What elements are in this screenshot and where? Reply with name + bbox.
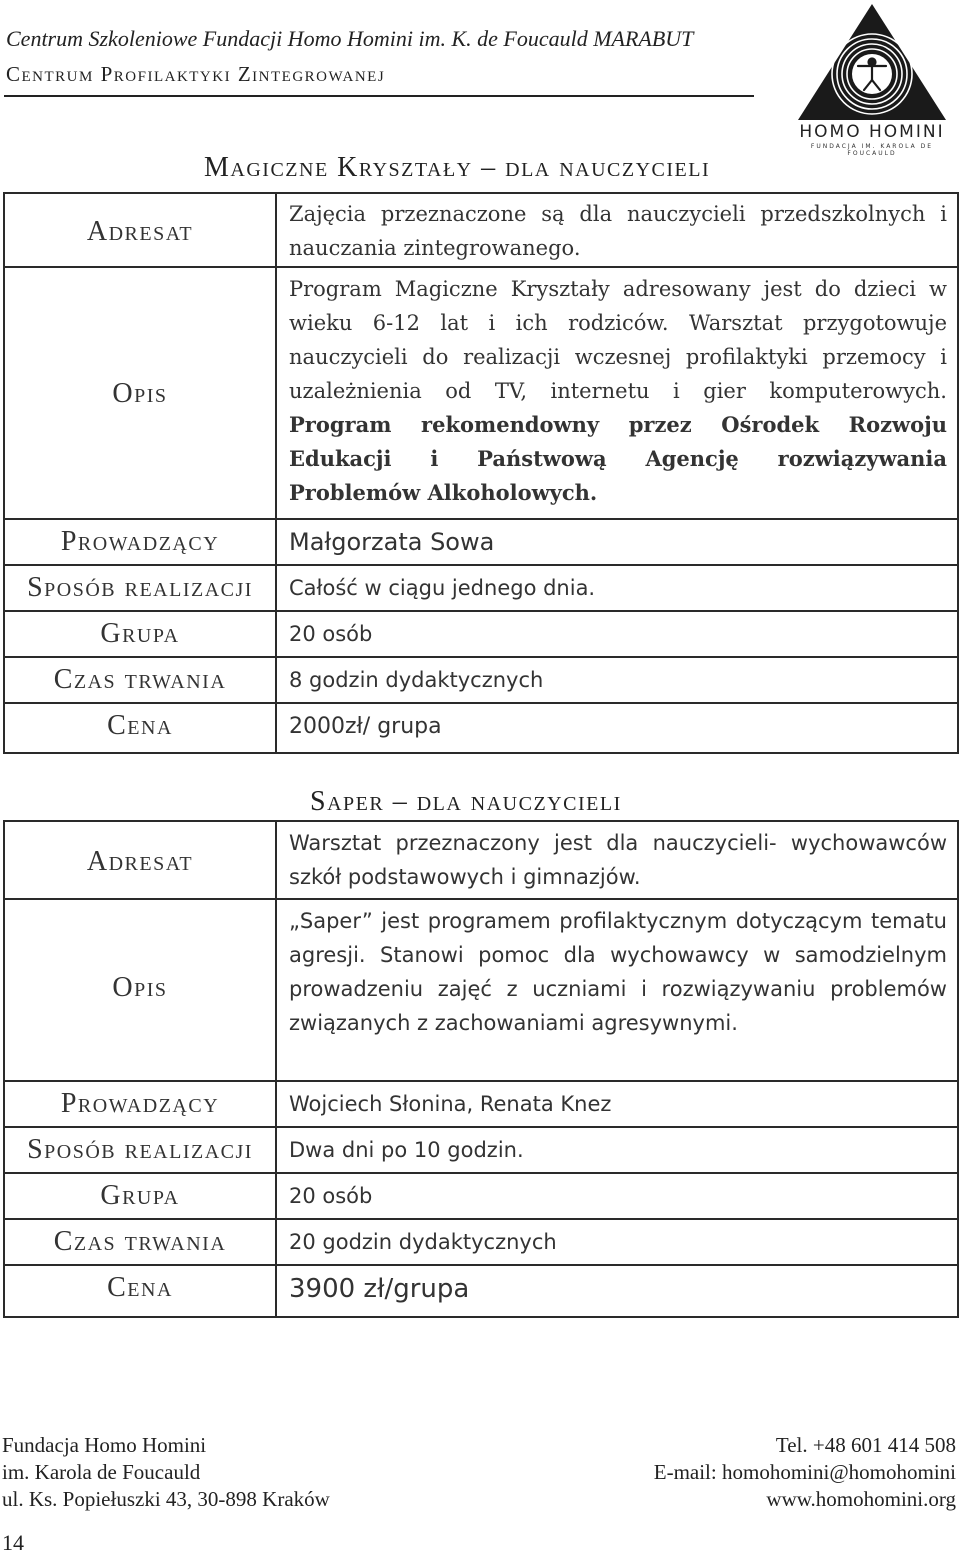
- section2-title: Saper – dla nauczycieli: [310, 786, 622, 817]
- czas-label: Czas trwania: [53, 664, 227, 695]
- footer-email: E-mail: homohomini@homohomini: [653, 1460, 956, 1484]
- prowadzacy-label: Prowadzący: [60, 526, 220, 557]
- opis-label: Opis: [112, 972, 168, 1003]
- table-row: [4, 611, 958, 657]
- cena-label: Cena: [107, 710, 173, 741]
- logo-subtitle: FUNDACJA IM. KAROLA DE FOUCAULD: [810, 143, 934, 157]
- cena-value: 2000zł/ grupa: [289, 714, 442, 739]
- table-row: [4, 657, 958, 703]
- table-row: [4, 267, 958, 519]
- section1-title: Magiczne Kryształy – dla nauczycieli: [204, 152, 711, 183]
- adresat-label: Adresat: [86, 216, 194, 247]
- grupa-label: Grupa: [100, 1180, 180, 1211]
- czas-value: 8 godzin dydaktycznych: [289, 668, 544, 692]
- sposob-value: Całość w ciągu jednego dnia.: [289, 576, 596, 600]
- sposob-label: Sposób realizacji: [27, 1134, 253, 1165]
- footer-phone: Tel. +48 601 414 508: [775, 1433, 956, 1457]
- footer-address: [2, 1432, 330, 1513]
- footer-org-patron: im. Karola de Foucauld: [2, 1460, 201, 1484]
- opis-text: [277, 272, 957, 510]
- table-row: [4, 565, 958, 611]
- table-row: [4, 821, 958, 899]
- section2-table: [3, 820, 959, 1318]
- header-rule: [4, 95, 754, 97]
- grupa-value: 20 osób: [289, 1184, 373, 1208]
- table-row: [4, 899, 958, 1081]
- opis-value: „Saper” jest programem profilaktycznym dotyczącym tematu agresji. Stanowi pomoc dla wychowawcy w samodzielnym prowadzeniu zajęć z uczniami i rozwiązywaniu problemów związanych z zachowaniami agresywnymi.: [289, 909, 947, 1035]
- header-center-name: Centrum Szkoleniowe Fundacji Homo Homini im. K. de Foucauld MARABUT: [6, 26, 694, 51]
- table-row: [4, 193, 958, 267]
- czas-value: 20 godzin dydaktycznych: [289, 1230, 557, 1254]
- grupa-label: Grupa: [100, 618, 180, 649]
- logo-title: HOMO HOMINI: [799, 122, 945, 142]
- czas-label: Czas trwania: [53, 1226, 227, 1257]
- adresat-value: Warsztat przeznaczony jest dla nauczycieli- wychowawców szkół podstawowych i gimnazjów.: [289, 831, 947, 889]
- footer-website: www.homohomini.org: [766, 1487, 956, 1511]
- footer-org-name: Fundacja Homo Homini: [2, 1433, 207, 1457]
- page-number: 14: [2, 1530, 24, 1555]
- opis-value: Program Magiczne Kryształy adresowany jest do dzieci w wieku 6-12 lat i ich rodziców. Warsztat przygotowuje nauczycieli do realizacji wczesnej profilaktyki przemocy i uzależnienia od TV, internetu i gier komputerowych.: [289, 277, 947, 403]
- prowadzacy-value: Wojciech Słonina, Renata Knez: [289, 1092, 612, 1116]
- opis-label: Opis: [112, 378, 168, 409]
- section1-table: [3, 192, 959, 754]
- opis-recommendation: Program rekomendowny przez Ośrodek Rozwoju Edukacji i Państwową Agencję rozwiązywania Problemów Alkoholowych.: [289, 412, 947, 505]
- footer-street: ul. Ks. Popiełuszki 43, 30-898 Kraków: [2, 1487, 330, 1511]
- sposob-label: Sposób realizacji: [27, 572, 253, 603]
- adresat-label: Adresat: [86, 846, 194, 877]
- table-row: [4, 519, 958, 565]
- cena-label: Cena: [107, 1272, 173, 1303]
- adresat-value: Zajęcia przeznaczone są dla nauczycieli przedszkolnych i nauczania zintegrowanego.: [289, 202, 947, 260]
- sposob-value: Dwa dni po 10 godzin.: [289, 1138, 524, 1162]
- grupa-value: 20 osób: [289, 622, 373, 646]
- table-row: [4, 1219, 958, 1265]
- prowadzacy-label: Prowadzący: [60, 1088, 220, 1119]
- table-row: [4, 1127, 958, 1173]
- table-row: [4, 1173, 958, 1219]
- cena-value: 3900 zł/grupa: [289, 1274, 470, 1304]
- header-subtitle: Centrum Profilaktyki Zintegrowanej: [6, 62, 386, 86]
- table-row: [4, 1081, 958, 1127]
- table-row: [4, 703, 958, 753]
- table-row: [4, 1265, 958, 1317]
- prowadzacy-value: Małgorzata Sowa: [289, 528, 495, 556]
- footer-contact: [654, 1432, 956, 1513]
